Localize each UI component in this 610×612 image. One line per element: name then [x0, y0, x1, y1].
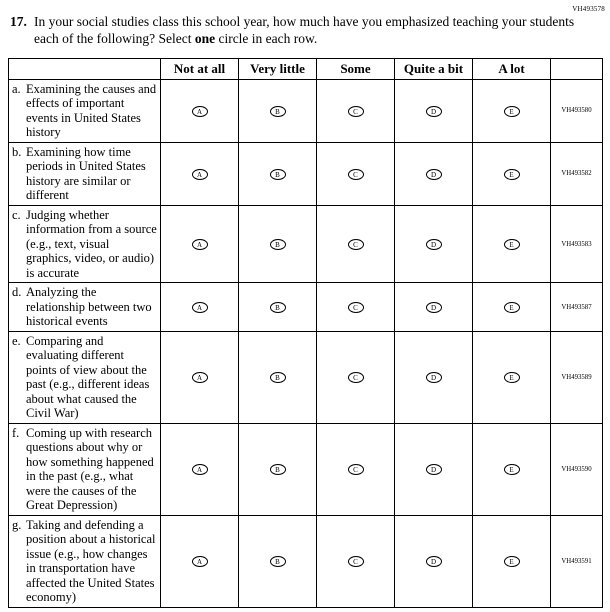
row-accession-code: VH493582 [551, 142, 603, 205]
option-cell-some [317, 515, 395, 607]
statement-cell [9, 283, 161, 332]
answer-oval-b[interactable]: B [270, 556, 286, 567]
answer-oval-c[interactable]: C [348, 239, 364, 250]
row-letter: e. [12, 333, 21, 348]
statement-cell [9, 79, 161, 142]
row-letter: f. [12, 425, 20, 440]
option-cell-very-little [239, 283, 317, 332]
row-accession-code: VH493590 [551, 423, 603, 515]
answer-oval-e[interactable]: E [504, 372, 520, 383]
row-accession-code: VH493589 [551, 331, 603, 423]
question-block [0, 0, 610, 58]
answer-oval-b[interactable]: B [270, 106, 286, 117]
option-cell-quite-a-bit [395, 205, 473, 283]
answer-oval-c[interactable]: C [348, 302, 364, 313]
header-a-lot: A lot [473, 58, 551, 79]
question-text-bold: one [194, 30, 216, 46]
row-statement: Examining how time periods in United States history are similar or different [26, 144, 146, 203]
question-text-prefix: In your social studies class this school year, how much have you emphasized teaching your students each of the following? Select [34, 14, 575, 46]
option-cell-not-at-all [161, 515, 239, 607]
option-cell-quite-a-bit [395, 283, 473, 332]
header-some: Some [317, 58, 395, 79]
statement-cell [9, 142, 161, 205]
option-cell-some [317, 283, 395, 332]
option-cell-a-lot [473, 515, 551, 607]
row-statement: Analyzing the relationship between two historical events [26, 285, 152, 329]
answer-oval-e[interactable]: E [504, 556, 520, 567]
option-cell-very-little [239, 515, 317, 607]
row-accession-code: VH493580 [551, 79, 603, 142]
page-accession-code: VH493578 [572, 5, 605, 13]
answer-oval-e[interactable]: E [504, 302, 520, 313]
option-cell-some [317, 423, 395, 515]
answer-oval-d[interactable]: D [426, 169, 442, 180]
answer-oval-a[interactable]: A [192, 556, 208, 567]
header-quite-a-bit: Quite a bit [395, 58, 473, 79]
answer-oval-e[interactable]: E [504, 106, 520, 117]
option-cell-some [317, 79, 395, 142]
option-cell-a-lot [473, 283, 551, 332]
option-cell-a-lot [473, 205, 551, 283]
statement-cell [9, 331, 161, 423]
question-number: 17. [10, 14, 27, 29]
option-cell-quite-a-bit [395, 331, 473, 423]
option-cell-quite-a-bit [395, 79, 473, 142]
answer-oval-c[interactable]: C [348, 106, 364, 117]
table-row-f [9, 423, 603, 515]
option-cell-a-lot [473, 142, 551, 205]
statement-cell [9, 423, 161, 515]
answer-oval-a[interactable]: A [192, 169, 208, 180]
option-cell-very-little [239, 79, 317, 142]
table-row-e [9, 331, 603, 423]
option-cell-not-at-all [161, 142, 239, 205]
row-accession-code: VH493587 [551, 283, 603, 332]
option-cell-quite-a-bit [395, 142, 473, 205]
row-letter: a. [12, 81, 21, 96]
header-row [9, 58, 603, 79]
answer-oval-d[interactable]: D [426, 106, 442, 117]
header-very-little: Very little [239, 58, 317, 79]
row-statement: Taking and defending a position about a historical issue (e.g., how changes in transportation have affected the United States economy) [26, 517, 156, 605]
question-text [34, 14, 576, 48]
option-cell-not-at-all [161, 283, 239, 332]
option-cell-some [317, 142, 395, 205]
option-cell-very-little [239, 142, 317, 205]
table-row-d [9, 283, 603, 332]
table-row-b [9, 142, 603, 205]
statement-cell [9, 205, 161, 283]
answer-oval-d[interactable]: D [426, 556, 442, 567]
answer-oval-d[interactable]: D [426, 372, 442, 383]
response-matrix-table [8, 58, 603, 608]
answer-oval-b[interactable]: B [270, 464, 286, 475]
statement-cell [9, 515, 161, 607]
row-statement: Comparing and evaluating different points of view about the past (e.g., different ideas about what caused the Civil War) [26, 333, 150, 421]
answer-oval-a[interactable]: A [192, 302, 208, 313]
option-cell-not-at-all [161, 423, 239, 515]
header-not-at-all: Not at all [161, 58, 239, 79]
table-row-c [9, 205, 603, 283]
answer-oval-c[interactable]: C [348, 372, 364, 383]
option-cell-some [317, 331, 395, 423]
answer-oval-b[interactable]: B [270, 169, 286, 180]
table-row-g [9, 515, 603, 607]
answer-oval-b[interactable]: B [270, 372, 286, 383]
row-statement: Coming up with research questions about why or how something happened in the past (e.g., what were the causes of the Great Depression) [26, 425, 154, 513]
option-cell-not-at-all [161, 205, 239, 283]
option-cell-a-lot [473, 79, 551, 142]
option-cell-not-at-all [161, 79, 239, 142]
row-accession-code: VH493591 [551, 515, 603, 607]
answer-oval-a[interactable]: A [192, 239, 208, 250]
option-cell-some [317, 205, 395, 283]
answer-oval-d[interactable]: D [426, 302, 442, 313]
option-cell-quite-a-bit [395, 423, 473, 515]
question-text-suffix: circle in each row. [215, 30, 318, 46]
table-row-a [9, 79, 603, 142]
row-statement: Examining the causes and effects of important events in United States history [26, 81, 157, 140]
answer-oval-e[interactable]: E [504, 239, 520, 250]
header-empty-stem [9, 58, 161, 79]
answer-oval-d[interactable]: D [426, 464, 442, 475]
answer-oval-d[interactable]: D [426, 239, 442, 250]
answer-oval-c[interactable]: C [348, 169, 364, 180]
option-cell-a-lot [473, 331, 551, 423]
header-empty-code [551, 58, 603, 79]
answer-oval-a[interactable]: A [192, 106, 208, 117]
option-cell-very-little [239, 331, 317, 423]
answer-oval-c[interactable]: C [348, 556, 364, 567]
row-letter: b. [12, 144, 22, 159]
answer-oval-e[interactable]: E [504, 464, 520, 475]
row-accession-code: VH493583 [551, 205, 603, 283]
answer-oval-a[interactable]: A [192, 464, 208, 475]
answer-oval-b[interactable]: B [270, 239, 286, 250]
row-letter: g. [12, 517, 22, 532]
answer-oval-b[interactable]: B [270, 302, 286, 313]
row-letter: c. [12, 207, 21, 222]
option-cell-not-at-all [161, 331, 239, 423]
answer-oval-c[interactable]: C [348, 464, 364, 475]
option-cell-very-little [239, 423, 317, 515]
answer-oval-e[interactable]: E [504, 169, 520, 180]
answer-oval-a[interactable]: A [192, 372, 208, 383]
row-letter: d. [12, 285, 22, 300]
option-cell-a-lot [473, 423, 551, 515]
row-statement: Judging whether information from a source (e.g., text, visual graphics, video, or audio) is accurate [26, 207, 157, 280]
option-cell-quite-a-bit [395, 515, 473, 607]
option-cell-very-little [239, 205, 317, 283]
